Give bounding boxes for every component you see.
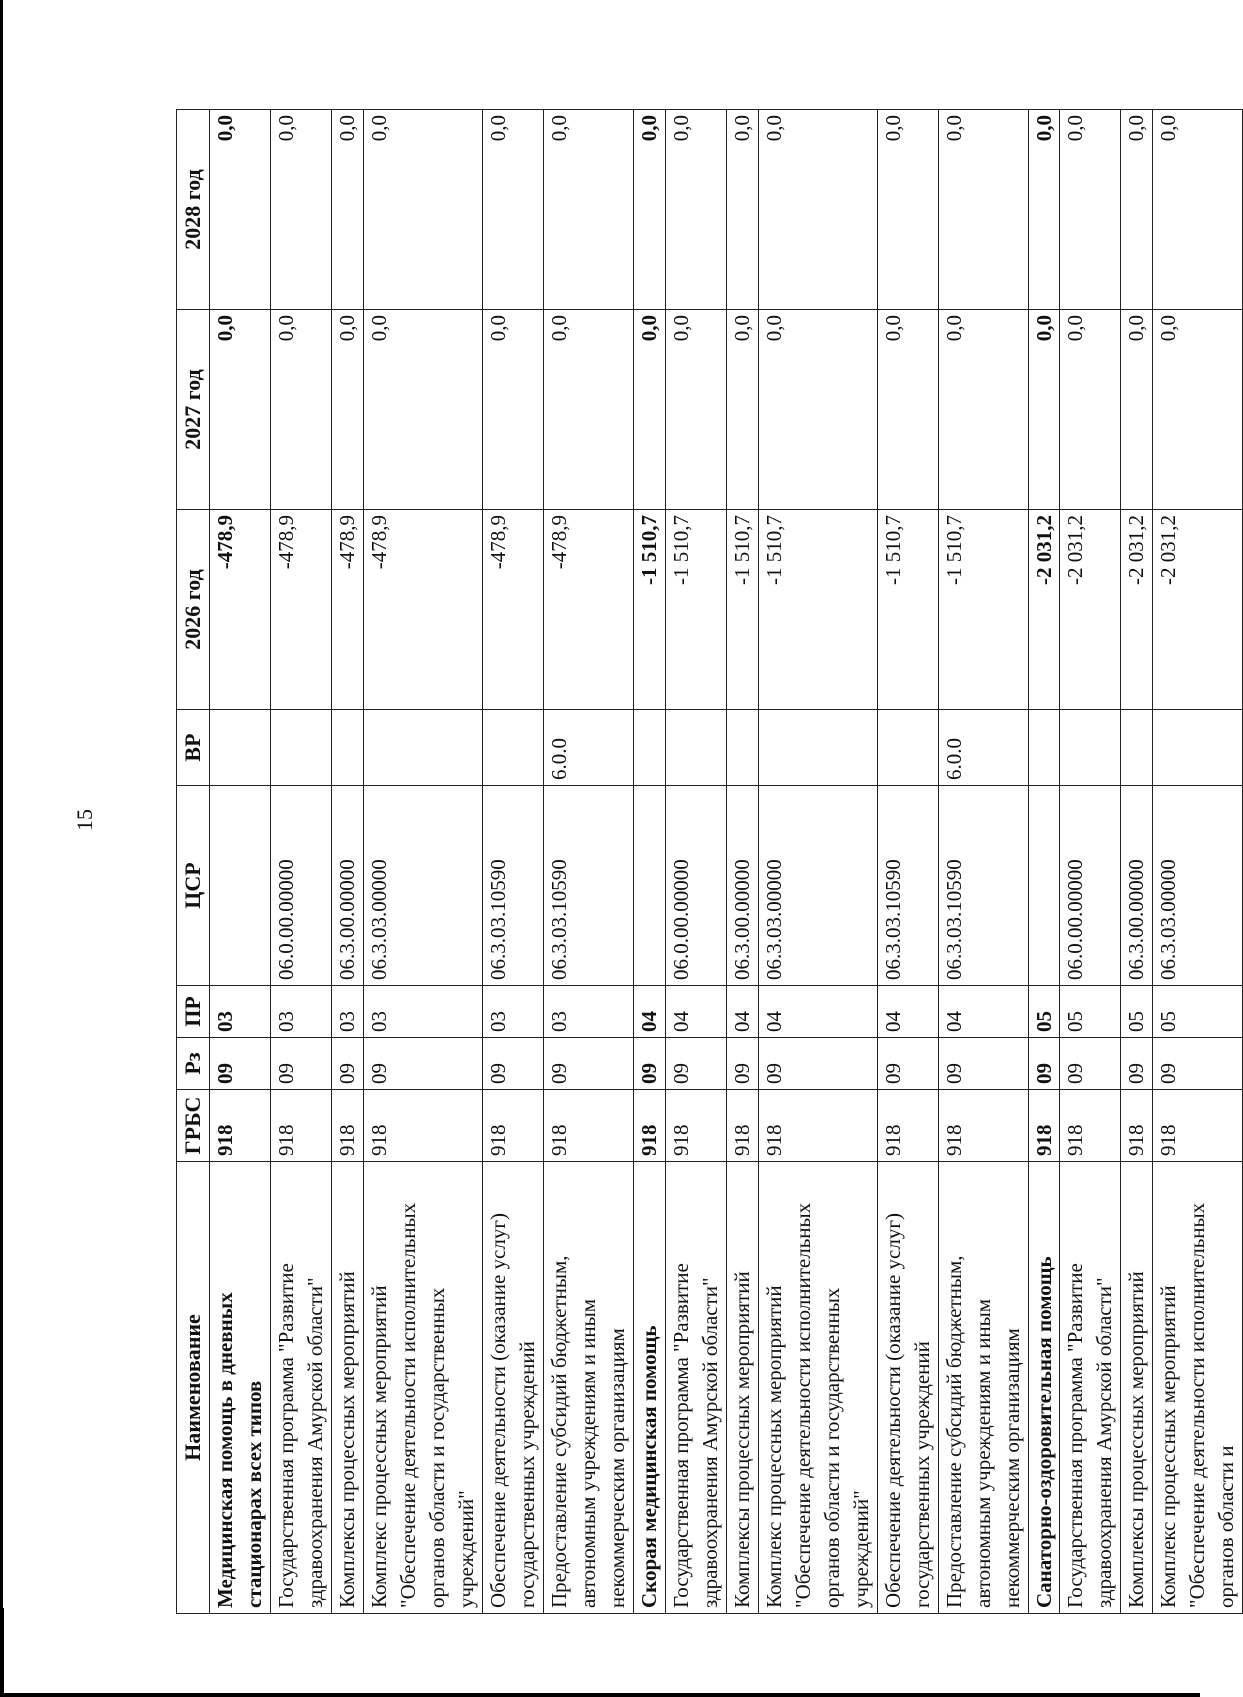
cell-2026: -478,9 xyxy=(364,510,483,710)
cell-grbs: 918 xyxy=(1028,1090,1060,1162)
cell-name: Обеспечение деятельности (оказание услуг) государственных учреждений xyxy=(877,1162,938,1614)
cell-grbs: 918 xyxy=(938,1090,1028,1162)
cell-2028: 0,0 xyxy=(332,110,364,310)
cell-name: Государственная программа "Развитие здравоохранения Амурской области" xyxy=(665,1162,726,1614)
scan-edge-left xyxy=(0,0,3,1697)
cell-csr xyxy=(633,786,665,986)
header-vr: ВР xyxy=(177,710,210,786)
cell-pr: 05 xyxy=(1153,986,1243,1038)
table-row xyxy=(938,110,1028,1614)
cell-pr: 05 xyxy=(1028,986,1060,1038)
cell-name: Комплексы процессных мероприятий xyxy=(1121,1162,1153,1614)
cell-grbs: 918 xyxy=(665,1090,726,1162)
table-row xyxy=(364,110,483,1614)
table-row xyxy=(210,110,271,1614)
cell-pr: 04 xyxy=(938,986,1028,1038)
table-row xyxy=(1121,110,1153,1614)
cell-2026: -1 510,7 xyxy=(938,510,1028,710)
cell-2027: 0,0 xyxy=(877,310,938,510)
cell-vr xyxy=(483,710,544,786)
header-2026: 2026 год xyxy=(177,510,210,710)
cell-name: Обеспечение деятельности (оказание услуг) государственных учреждений xyxy=(483,1162,544,1614)
header-pr: ПР xyxy=(177,986,210,1038)
cell-name: Комплекс процессных мероприятий "Обеспечение деятельности исполнительных органов области и государственных учреждений" xyxy=(758,1162,877,1614)
cell-2026: -1 510,7 xyxy=(665,510,726,710)
cell-2028: 0,0 xyxy=(210,110,271,310)
cell-name: Государственная программа "Развитие здравоохранения Амурской области" xyxy=(271,1162,332,1614)
cell-name: Государственная программа "Развитие здравоохранения Амурской области" xyxy=(1060,1162,1121,1614)
table-body xyxy=(210,110,1243,1614)
cell-2026: -1 510,7 xyxy=(758,510,877,710)
cell-2027: 0,0 xyxy=(665,310,726,510)
cell-csr: 06.3.00.00000 xyxy=(726,786,758,986)
cell-grbs: 918 xyxy=(633,1090,665,1162)
header-rz: Рз xyxy=(177,1038,210,1090)
cell-grbs: 918 xyxy=(758,1090,877,1162)
cell-rz: 09 xyxy=(210,1038,271,1090)
table-row xyxy=(332,110,364,1614)
cell-2028: 0,0 xyxy=(726,110,758,310)
cell-2028: 0,0 xyxy=(1121,110,1153,310)
cell-2027: 0,0 xyxy=(938,310,1028,510)
cell-vr: 6.0.0 xyxy=(938,710,1028,786)
table-row xyxy=(1060,110,1121,1614)
cell-rz: 09 xyxy=(1121,1038,1153,1090)
cell-vr xyxy=(364,710,483,786)
cell-name: Скорая медицинская помощь xyxy=(633,1162,665,1614)
cell-2027: 0,0 xyxy=(210,310,271,510)
cell-2026: -1 510,7 xyxy=(633,510,665,710)
cell-2028: 0,0 xyxy=(938,110,1028,310)
cell-csr: 06.3.03.00000 xyxy=(1153,786,1243,986)
cell-csr: 06.3.03.00000 xyxy=(364,786,483,986)
cell-vr xyxy=(1121,710,1153,786)
cell-csr: 06.3.00.00000 xyxy=(332,786,364,986)
cell-csr xyxy=(1028,786,1060,986)
table-header-row xyxy=(177,110,210,1614)
cell-rz: 09 xyxy=(1028,1038,1060,1090)
table-row xyxy=(544,110,634,1614)
cell-grbs: 918 xyxy=(1060,1090,1121,1162)
cell-2028: 0,0 xyxy=(1028,110,1060,310)
table-row xyxy=(726,110,758,1614)
cell-2026: -1 510,7 xyxy=(726,510,758,710)
cell-2028: 0,0 xyxy=(633,110,665,310)
cell-rz: 09 xyxy=(364,1038,483,1090)
table-row xyxy=(271,110,332,1614)
cell-name: Предоставление субсидий бюджетным, автономным учреждениям и иным некоммерческим организациям xyxy=(544,1162,634,1614)
cell-vr xyxy=(1153,710,1243,786)
cell-name: Санаторно-оздоровительная помощь xyxy=(1028,1162,1060,1614)
cell-2026: -478,9 xyxy=(210,510,271,710)
cell-2026: -478,9 xyxy=(271,510,332,710)
cell-2028: 0,0 xyxy=(544,110,634,310)
cell-rz: 09 xyxy=(633,1038,665,1090)
cell-grbs: 918 xyxy=(364,1090,483,1162)
cell-grbs: 918 xyxy=(877,1090,938,1162)
cell-2027: 0,0 xyxy=(364,310,483,510)
cell-pr: 05 xyxy=(1060,986,1121,1038)
cell-name: Медицинская помощь в дневных стационарах всех типов xyxy=(210,1162,271,1614)
cell-2028: 0,0 xyxy=(665,110,726,310)
cell-vr xyxy=(877,710,938,786)
cell-pr: 03 xyxy=(364,986,483,1038)
cell-2026: -2 031,2 xyxy=(1121,510,1153,710)
cell-pr: 04 xyxy=(633,986,665,1038)
cell-pr: 03 xyxy=(271,986,332,1038)
cell-2027: 0,0 xyxy=(633,310,665,510)
cell-grbs: 918 xyxy=(332,1090,364,1162)
header-csr: ЦСР xyxy=(177,786,210,986)
cell-name: Комплексы процессных мероприятий xyxy=(332,1162,364,1614)
cell-2027: 0,0 xyxy=(483,310,544,510)
cell-pr: 03 xyxy=(544,986,634,1038)
cell-vr xyxy=(758,710,877,786)
cell-name: Предоставление субсидий бюджетным, автономным учреждениям и иным некоммерческим организациям xyxy=(938,1162,1028,1614)
scan-edge-corner xyxy=(0,1608,4,1697)
scan-edge-bottom xyxy=(0,1693,1200,1697)
cell-rz: 09 xyxy=(332,1038,364,1090)
cell-vr: 6.0.0 xyxy=(544,710,634,786)
cell-2028: 0,0 xyxy=(483,110,544,310)
cell-vr xyxy=(1028,710,1060,786)
cell-csr: 06.3.03.10590 xyxy=(483,786,544,986)
cell-pr: 04 xyxy=(758,986,877,1038)
cell-rz: 09 xyxy=(271,1038,332,1090)
cell-2028: 0,0 xyxy=(758,110,877,310)
table-row xyxy=(665,110,726,1614)
cell-2027: 0,0 xyxy=(332,310,364,510)
cell-pr: 04 xyxy=(726,986,758,1038)
cell-vr xyxy=(332,710,364,786)
table-row xyxy=(483,110,544,1614)
cell-2026: -2 031,2 xyxy=(1060,510,1121,710)
cell-grbs: 918 xyxy=(544,1090,634,1162)
cell-grbs: 918 xyxy=(483,1090,544,1162)
cell-2026: -1 510,7 xyxy=(877,510,938,710)
header-2027: 2027 год xyxy=(177,310,210,510)
cell-vr xyxy=(210,710,271,786)
cell-vr xyxy=(665,710,726,786)
cell-2028: 0,0 xyxy=(1060,110,1121,310)
cell-csr: 06.3.03.10590 xyxy=(938,786,1028,986)
cell-csr xyxy=(210,786,271,986)
cell-vr xyxy=(1060,710,1121,786)
cell-rz: 09 xyxy=(1060,1038,1121,1090)
cell-2027: 0,0 xyxy=(726,310,758,510)
cell-rz: 09 xyxy=(758,1038,877,1090)
cell-rz: 09 xyxy=(1153,1038,1243,1090)
header-2028: 2028 год xyxy=(177,110,210,310)
cell-grbs: 918 xyxy=(726,1090,758,1162)
page-number: 15 xyxy=(72,809,97,831)
cell-2027: 0,0 xyxy=(271,310,332,510)
cell-2026: -2 031,2 xyxy=(1153,510,1243,710)
cell-rz: 09 xyxy=(877,1038,938,1090)
cell-rz: 09 xyxy=(483,1038,544,1090)
cell-csr: 06.0.00.00000 xyxy=(1060,786,1121,986)
cell-2028: 0,0 xyxy=(1153,110,1243,310)
cell-2026: -478,9 xyxy=(332,510,364,710)
table-row xyxy=(1153,110,1243,1614)
cell-2027: 0,0 xyxy=(758,310,877,510)
cell-2028: 0,0 xyxy=(877,110,938,310)
cell-2026: -2 031,2 xyxy=(1028,510,1060,710)
cell-name: Комплекс процессных мероприятий "Обеспечение деятельности исполнительных органов области и государственных учреждений" xyxy=(364,1162,483,1614)
cell-2028: 0,0 xyxy=(364,110,483,310)
cell-grbs: 918 xyxy=(1121,1090,1153,1162)
cell-2028: 0,0 xyxy=(271,110,332,310)
cell-csr: 06.3.00.00000 xyxy=(1121,786,1153,986)
cell-pr: 03 xyxy=(332,986,364,1038)
cell-vr xyxy=(633,710,665,786)
header-name: Наименование xyxy=(177,1162,210,1614)
cell-2027: 0,0 xyxy=(1121,310,1153,510)
cell-csr: 06.3.03.00000 xyxy=(758,786,877,986)
table-row xyxy=(1028,110,1060,1614)
cell-rz: 09 xyxy=(544,1038,634,1090)
header-grbs: ГРБС xyxy=(177,1090,210,1162)
cell-pr: 04 xyxy=(665,986,726,1038)
cell-pr: 05 xyxy=(1121,986,1153,1038)
budget-table xyxy=(176,109,1243,1614)
cell-vr xyxy=(726,710,758,786)
cell-pr: 03 xyxy=(210,986,271,1038)
cell-2026: -478,9 xyxy=(483,510,544,710)
rotated-table-container xyxy=(176,114,1239,1614)
cell-name: Комплексы процессных мероприятий xyxy=(726,1162,758,1614)
cell-pr: 04 xyxy=(877,986,938,1038)
table-row xyxy=(877,110,938,1614)
cell-csr: 06.3.03.10590 xyxy=(877,786,938,986)
cell-rz: 09 xyxy=(665,1038,726,1090)
cell-grbs: 918 xyxy=(1153,1090,1243,1162)
cell-pr: 03 xyxy=(483,986,544,1038)
cell-csr: 06.3.03.10590 xyxy=(544,786,634,986)
cell-2027: 0,0 xyxy=(1028,310,1060,510)
cell-csr: 06.0.00.00000 xyxy=(271,786,332,986)
cell-2027: 0,0 xyxy=(544,310,634,510)
cell-csr: 06.0.00.00000 xyxy=(665,786,726,986)
cell-2027: 0,0 xyxy=(1060,310,1121,510)
cell-grbs: 918 xyxy=(271,1090,332,1162)
table-row xyxy=(633,110,665,1614)
cell-rz: 09 xyxy=(938,1038,1028,1090)
cell-name: Комплекс процессных мероприятий "Обеспечение деятельности исполнительных органов области и xyxy=(1153,1162,1243,1614)
cell-2026: -478,9 xyxy=(544,510,634,710)
cell-2027: 0,0 xyxy=(1153,310,1243,510)
cell-rz: 09 xyxy=(726,1038,758,1090)
cell-vr xyxy=(271,710,332,786)
cell-grbs: 918 xyxy=(210,1090,271,1162)
table-row xyxy=(758,110,877,1614)
